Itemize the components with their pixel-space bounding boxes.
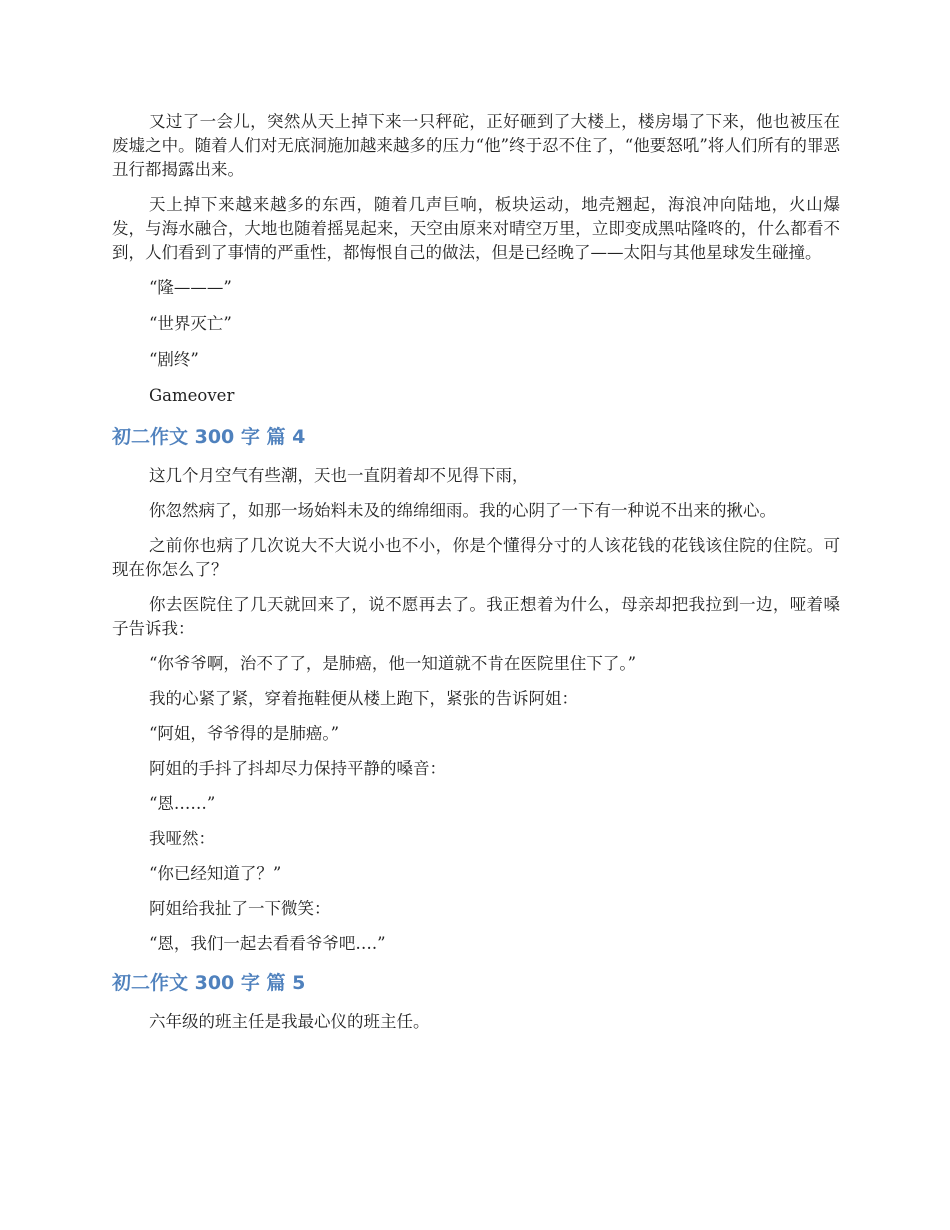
paragraph: 天上掉下来越来越多的东西，随着几声巨响，板块运动，地壳翘起，海浪冲向陆地，火山爆发，与海水融合，大地也随着摇晃起来，天空由原来对晴空万里，立即变成黑咕隆咚的，什么都看不到，人们看到了事情的严重性，都悔恨自己的做法，但是已经晚了——太阳与其他星球发生碰撞。 [112,195,840,262]
dialogue-line: Gameover [149,386,235,405]
paragraph: 阿姐的手抖了抖却尽力保持平静的嗓音： [149,759,446,778]
paragraph: “恩……” [149,794,216,813]
paragraph: 之前你也病了几次说大不大说小也不小，你是个懂得分寸的人该花钱的花钱该住院的住院。可现在你怎么了？ [112,536,840,579]
section-heading: 初二作文 300 字 篇 5 [112,972,306,994]
paragraph: “你已经知道了？” [149,864,282,883]
paragraph: 又过了一会儿，突然从天上掉下来一只秤砣，正好砸到了大楼上，楼房塌了下来，他也被压在废墟之中。随着人们对无底洞施加越来越多的压力“他”终于忍不住了，“他要怒吼”将人们所有的罪恶丑行都揭露出来。 [112,112,840,179]
paragraph: 我哑然： [149,829,215,848]
paragraph: 这几个月空气有些潮，天也一直阴着却不见得下雨， [149,466,529,485]
section-heading: 初二作文 300 字 篇 4 [112,426,306,448]
paragraph: “阿姐，爷爷得的是肺癌。” [149,724,340,743]
document-page [112,110,840,1045]
paragraph: 阿姐给我扯了一下微笑： [149,899,331,918]
dialogue-line: “剧终” [149,350,199,369]
paragraph: “恩，我们一起去看看爷爷吧….” [149,934,386,953]
dialogue-line: “世界灭亡” [149,314,232,333]
dialogue-line: “隆———” [149,278,232,297]
paragraph: 你去医院住了几天就回来了，说不愿再去了。我正想着为什么，母亲却把我拉到一边，哑着嗓子告诉我： [112,595,840,638]
paragraph: 六年级的班主任是我最心仪的班主任。 [149,1012,430,1031]
paragraph: 我的心紧了紧，穿着拖鞋便从楼上跑下，紧张的告诉阿姐： [149,689,578,708]
paragraph: “你爷爷啊，治不了了，是肺癌，他一知道就不肯在医院里住下了。” [149,654,637,673]
paragraph: 你忽然病了，如那一场始料未及的绵绵细雨。我的心阴了一下有一种说不出来的揪心。 [149,501,776,520]
